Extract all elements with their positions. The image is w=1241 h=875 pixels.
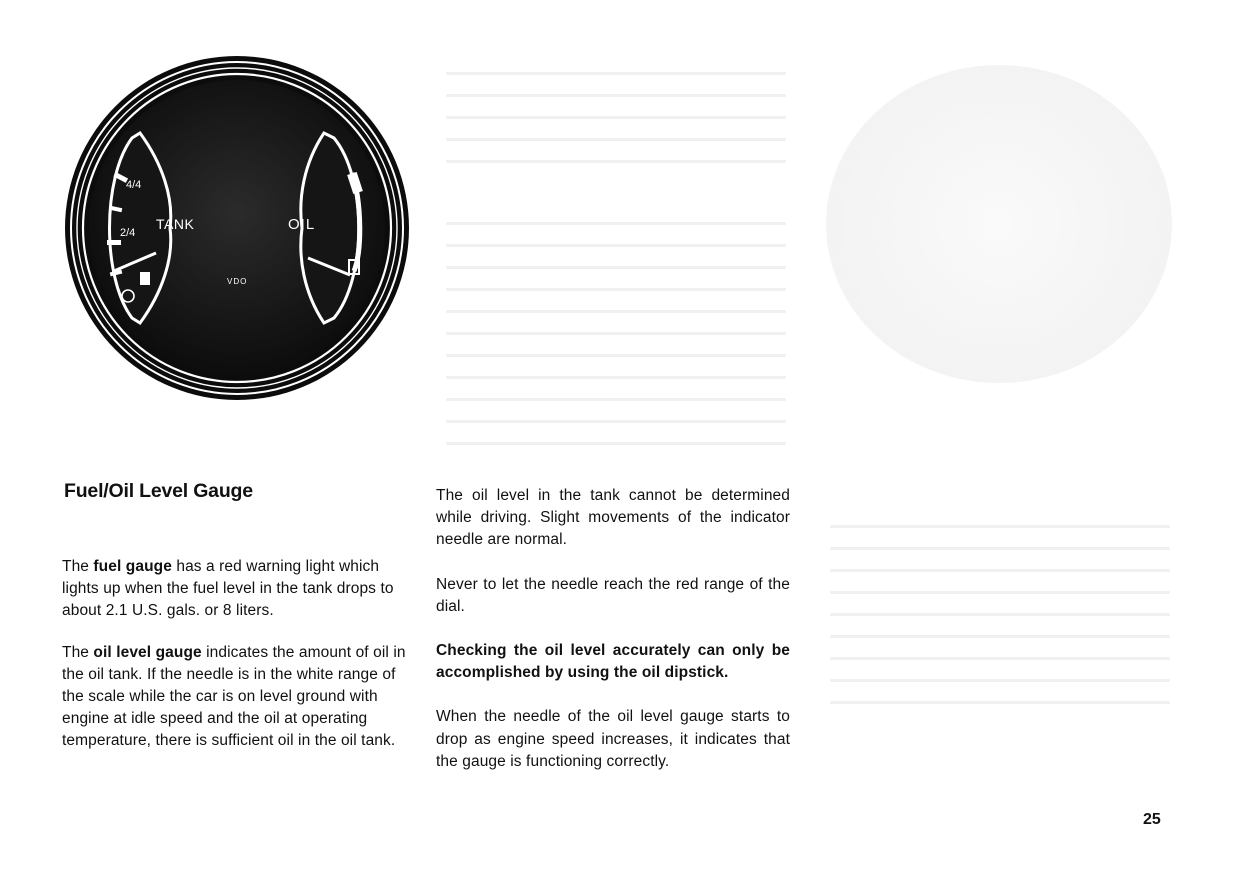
oil-paragraph-body: indicates the amount of oil in the oil tank. If the needle is in the white range of the scale while the car is on level ground with engine at idle speed and the oil at operating temperature, there is sufficient oil in the oil tank. [62,643,406,750]
section-heading: Fuel/Oil Level Gauge [64,480,253,502]
oil-paragraph-lead: The [62,643,94,661]
oil-level-gauge-term: oil level gauge [93,643,202,661]
fuel-label-full: 4/4 [126,179,142,191]
driving-paragraph: The oil level in the tank cannot be determined while driving. Slight movements of the indicator needle are normal. [436,487,790,549]
fuel-pump-icon [140,272,150,285]
red-range-paragraph: Never to let the needle reach the red range of the dial. [436,575,790,615]
show-through-text-top [446,72,786,182]
engine-speed-paragraph: When the needle of the oil level gauge starts to drop as engine speed increases, it indicates that the gauge is functioning correctly. [436,708,790,770]
show-through-circle [826,65,1172,383]
fuel-gauge-term: fuel gauge [93,558,172,575]
middle-text-column [436,485,790,773]
fuel-label-half: 2/4 [120,227,136,239]
oil-gauge-paragraph [62,642,412,753]
dipstick-paragraph [436,640,790,684]
show-through-text-mid [446,222,786,464]
fuel-paragraph-body: has a red warning light which lights up when the fuel level in the tank drops to about 2.1 U.S. gals. or 8 liters. [62,558,394,620]
fuel-tick-half [107,240,121,245]
page-number: 25 [1143,811,1161,828]
fuel-oil-gauge-illustration [62,53,412,403]
show-through-text-right [830,525,1170,723]
left-text-column [62,556,412,753]
dipstick-note: Checking the oil level accurately can only be accomplished by using the oil dipstick. [436,642,790,682]
fuel-paragraph-lead: The [62,558,94,575]
fuel-gauge-paragraph [62,556,412,623]
vdo-logo-label: VDO [227,277,248,286]
gauge-drawing [62,53,412,403]
tank-label: TANK [156,216,195,232]
oil-label: OIL [288,216,316,233]
